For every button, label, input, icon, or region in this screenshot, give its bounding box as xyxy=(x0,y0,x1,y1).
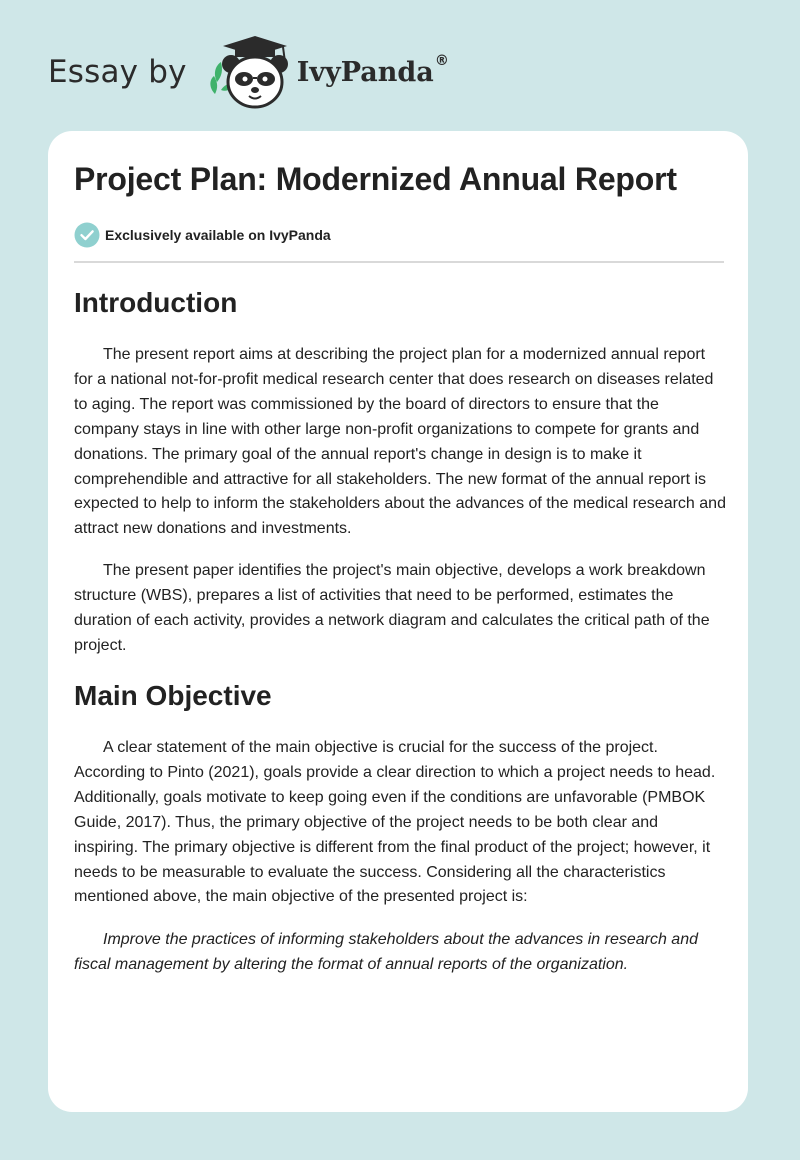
exclusive-badge-text: Exclusively available on IvyPanda xyxy=(105,227,331,243)
objective-paragraph-1: A clear statement of the main objective is crucial for the success of the project. According to Pinto (2021), goals provide a clear direction to which a project needs to head. Additionally, goals motivate to keep going even if the conditions are unfavorable (PMBOK Guide, 2017). Thus, the primary objective of the project needs to be both clear and inspiring. The primary objective is different from the final product of the project; however, it needs to be measurable to evaluate the success. Considering all the characteristics mentioned above, the main objective of the presented project is: xyxy=(74,739,716,906)
section-heading-introduction: Introduction xyxy=(74,287,238,318)
exclusive-badge xyxy=(74,222,331,248)
check-circle-icon xyxy=(74,222,100,248)
article-card xyxy=(48,131,748,1112)
brand-prefix: Essay by xyxy=(48,54,187,90)
page-title: Project Plan: Modernized Annual Report xyxy=(74,161,677,197)
objective-statement: Improve the practices of informing stakeholders about the advances in research and fiscal management by altering the format of annual reports of the organization. xyxy=(74,931,698,973)
section-heading-main-objective: Main Objective xyxy=(74,680,272,711)
panda-graduate-icon xyxy=(205,32,295,112)
site-brand[interactable] xyxy=(48,32,449,112)
intro-paragraph-1: The present report aims at describing the project plan for a modernized annual report for a national not-for-profit medical research center that does research on diseases related to aging. The report was commissioned by the board of directors to ensure that the company stays in line with other large non-profit organizations to compete for grants and donations. The primary goal of the annual report's change in design is to make it comprehendible and attractive for all stakeholders. The new format of the annual report is expected to help to inform the stakeholders about the advances of the medical research and attract new donations and investments. xyxy=(74,346,726,538)
intro-paragraph-2: The present paper identifies the project's main objective, develops a work breakdown structure (WBS), prepares a list of activities that need to be performed, estimates the duration of each activity, provides a network diagram and calculates the critical path of the project. xyxy=(74,562,710,654)
divider xyxy=(74,261,724,263)
brand-name: IvyPanda® xyxy=(296,52,449,88)
